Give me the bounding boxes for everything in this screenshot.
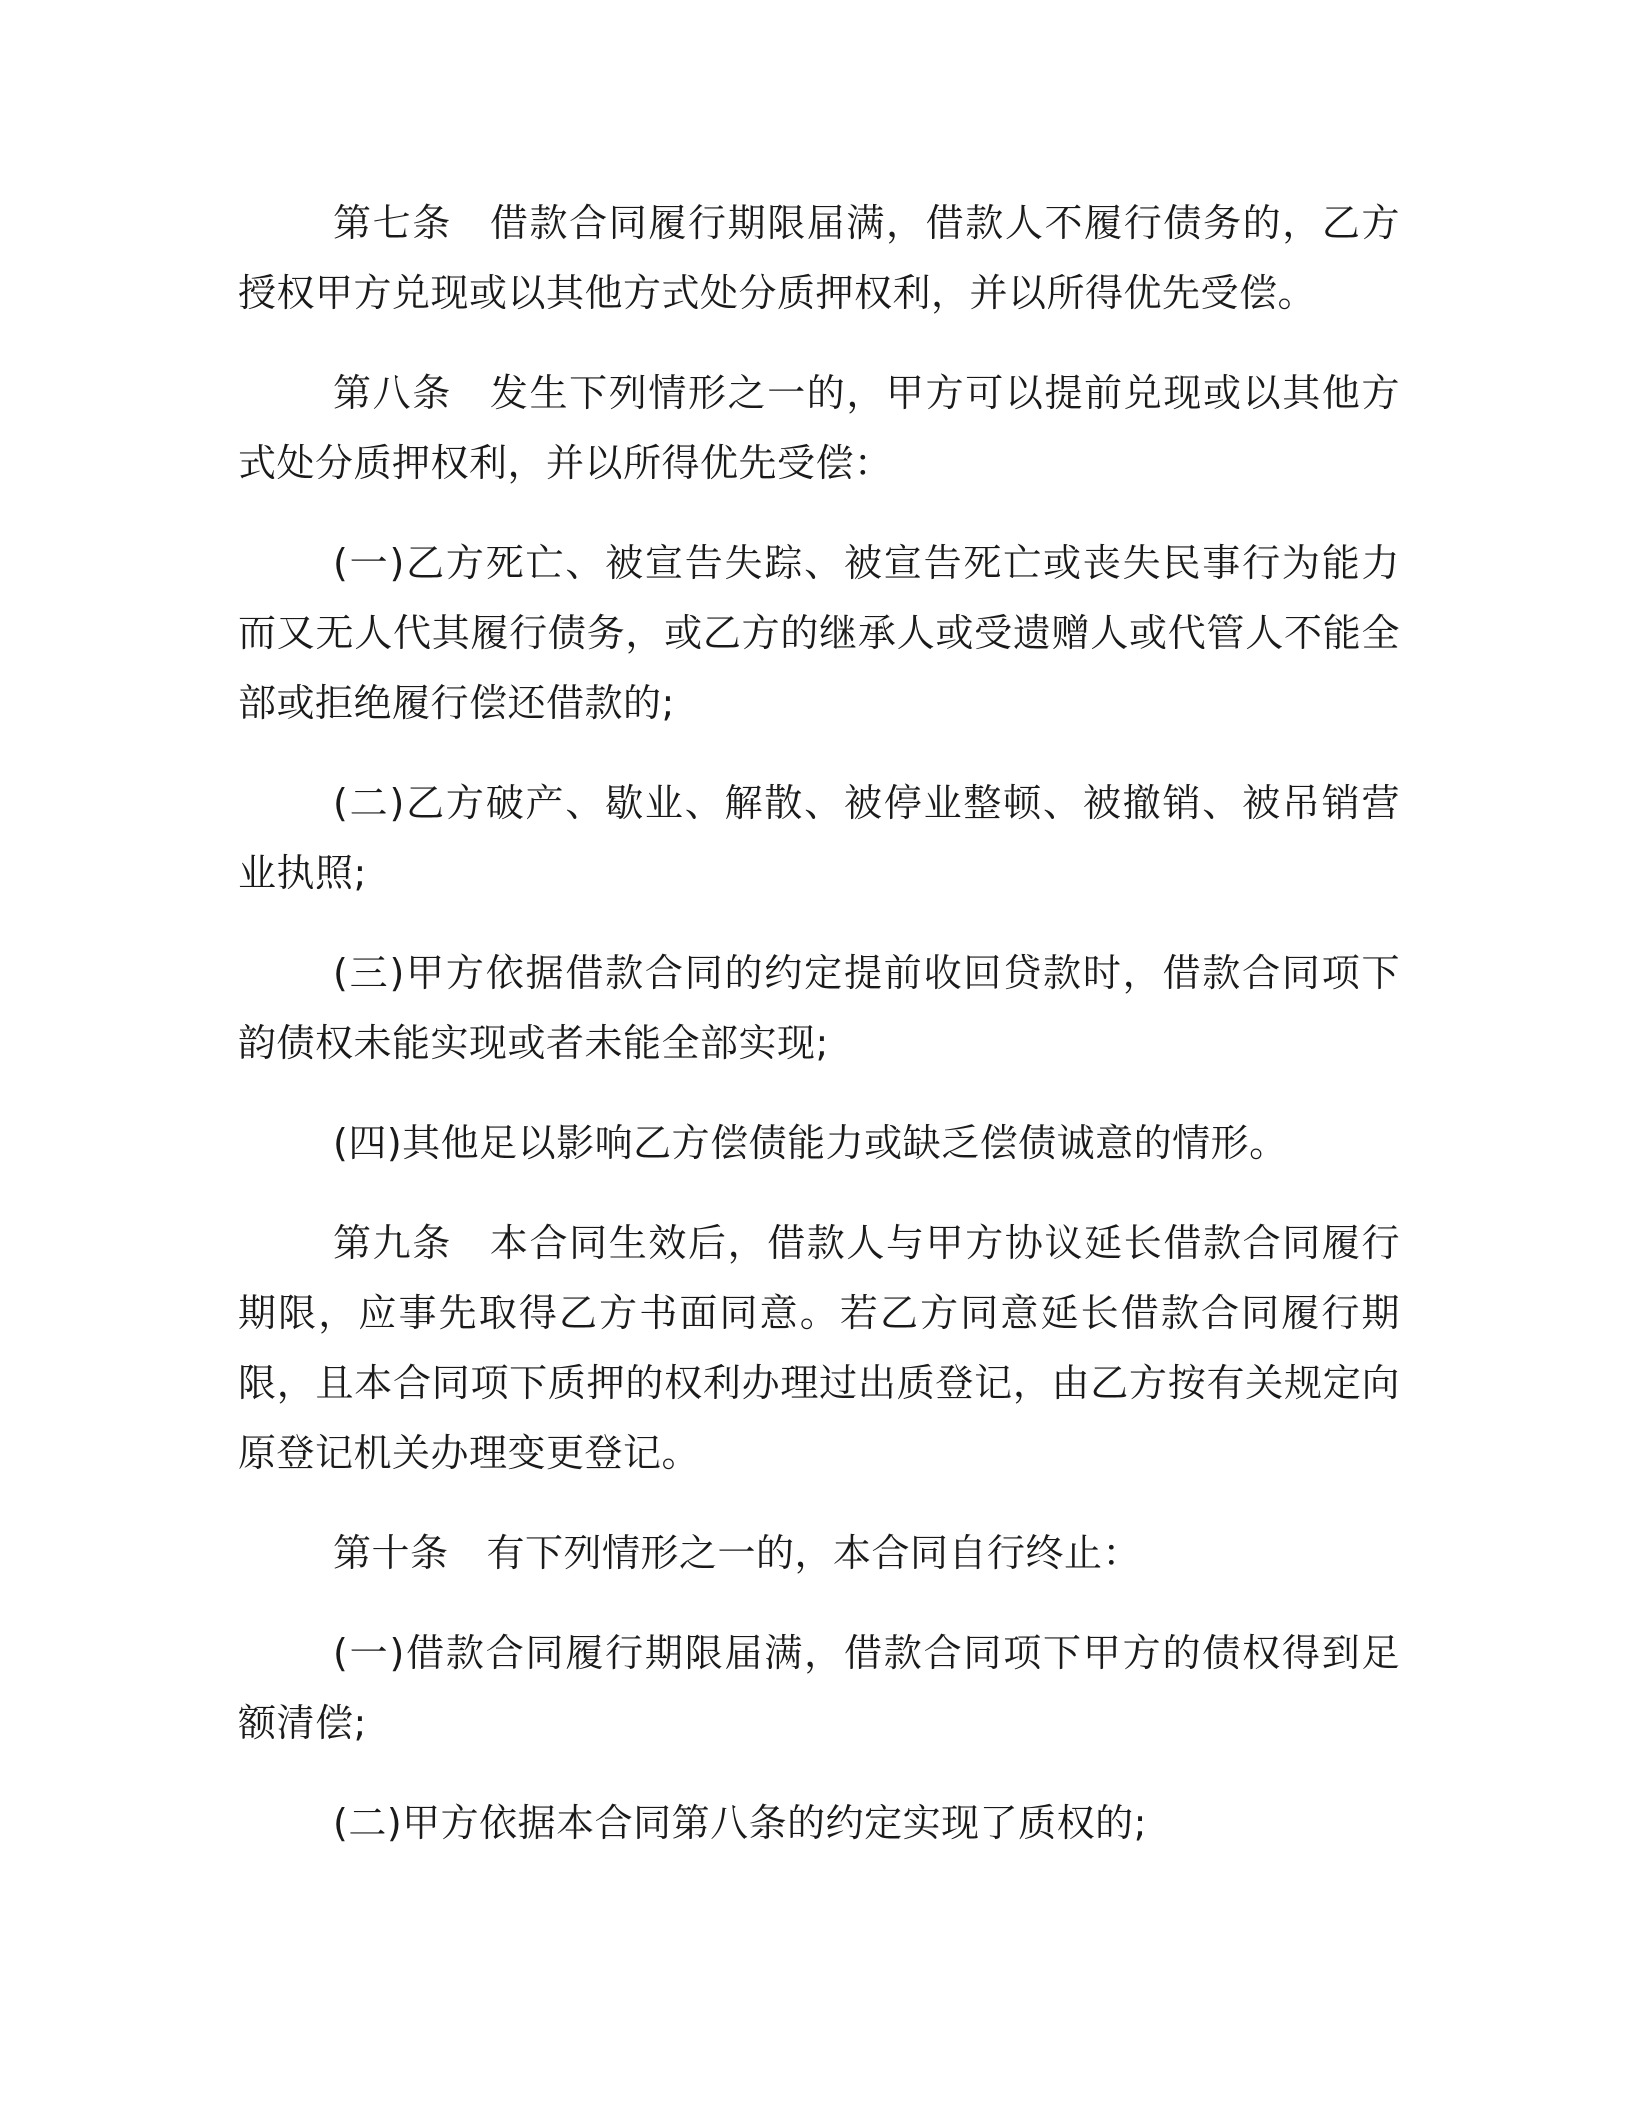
paragraph-text: (一)借款合同履行期限届满，借款合同项下甲方的债权得到足额清偿; [238,1631,1400,1745]
article-label: 第七条 [333,201,452,245]
paragraph-text: (四)其他足以影响乙方偿债能力或缺乏偿债诚意的情形。 [333,1121,1288,1165]
paragraph-text: (一)乙方死亡、被宣告失踪、被宣告死亡或丧失民事行为能力而又无人代其履行债务，或乙方的继承人或受遗赠人或代管人不能全部或拒绝履行偿还借款的; [238,541,1400,725]
article-10-paragraph [238,1518,1400,1588]
paragraph-text: (二)乙方破产、歇业、解散、被停业整顿、被撤销、被吊销营业执照; [238,781,1400,895]
article-7-paragraph [238,188,1400,328]
paragraph-text: 借款合同履行期限届满，借款人不履行债务的，乙方授权甲方兑现或以其他方式处分质押权利，并以所得优先受偿。 [238,201,1400,315]
paragraph-text: (三)甲方依据借款合同的约定提前收回贷款时，借款合同项下韵债权未能实现或者未能全部实现; [238,951,1400,1065]
article-8-paragraph [238,358,1400,498]
paragraph-text: 发生下列情形之一的，甲方可以提前兑现或以其他方式处分质押权利，并以所得优先受偿： [238,371,1400,485]
article-8-item-1 [238,528,1400,738]
document-body [238,188,1400,1888]
article-9-paragraph [238,1208,1400,1488]
article-8-item-4 [238,1108,1400,1178]
article-label: 第九条 [333,1221,452,1265]
paragraph-text: 本合同生效后，借款人与甲方协议延长借款合同履行期限，应事先取得乙方书面同意。若乙方同意延长借款合同履行期限，且本合同项下质押的权利办理过出质登记，由乙方按有关规定向原登记机关办理变更登记。 [238,1221,1400,1475]
paragraph-text: (二)甲方依据本合同第八条的约定实现了质权的; [333,1801,1147,1845]
article-10-item-1 [238,1618,1400,1758]
article-10-item-2 [238,1788,1400,1858]
article-label: 第十条 [333,1531,449,1575]
article-label: 第八条 [333,371,452,415]
paragraph-text: 有下列情形之一的，本合同自行终止： [486,1531,1142,1575]
article-8-item-3 [238,938,1400,1078]
article-8-item-2 [238,768,1400,908]
